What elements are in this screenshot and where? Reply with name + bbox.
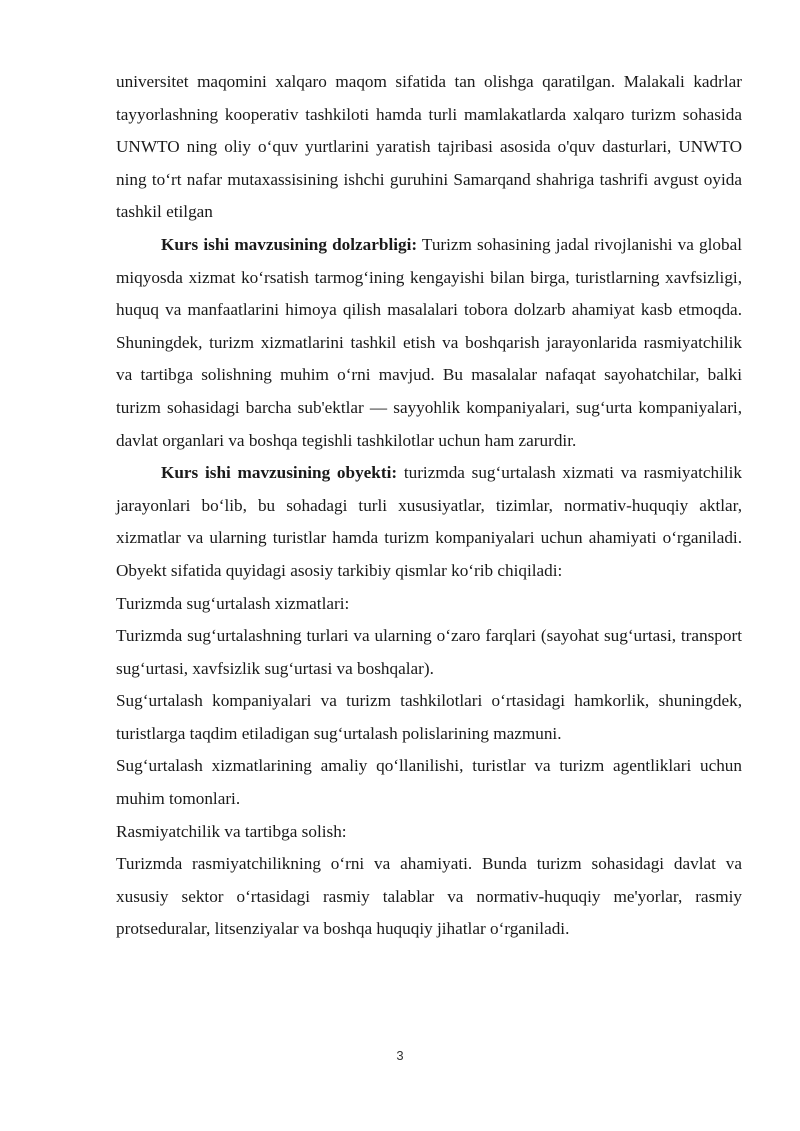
paragraph-formalities-heading [116, 816, 742, 849]
paragraph-text: Turizm sohasining jadal rivojlanishi va global miqyosda xizmat ko‘rsatish tarmog‘ining kengayishi bilan birga, turistlarning xavfsizligi, huquq va manfaatlarini himoya qilish masalalari tobora dolzarb ahamiyat kasb etmoqda. Shuningdek, turizm xizmatlarini tashkil etish va boshqarish jarayonlarida rasmiyatchilik va tartibga solishning muhim o‘rni mavjud. Bu masalalar nafaqat sayohatchilar, balki turizm sohasidagi barcha sub'ektlar — sayyohlik kompaniyalari, sug‘urta kompaniyalari, davlat organlari va boshqa tegishli tashkilotlar uchun ham zarurdir. [116, 234, 743, 450]
paragraph-text: universitet maqomini xalqaro maqom sifatida tan olishga qaratilgan. Malakali kadrlar tayyorlashning kooperativ tashkiloti hamda turli mamlakatlarda xalqaro turizm sohasida UNWTO ning oliy o‘quv yurtlarini yaratish tajribasi asosida o'quv dasturlari, UNWTO ning to‘rt nafar mutaxassisining ishchi guruhini Samarqand shahriga tashrifi avgust oyida tashkil etilgan [116, 72, 742, 222]
paragraph-insurance-application [116, 750, 742, 815]
paragraph-relevance [116, 229, 742, 457]
paragraph-insurance-services-heading [116, 588, 742, 621]
document-page [116, 66, 742, 946]
page-number: 3 [396, 1048, 404, 1063]
paragraph-object [116, 457, 742, 587]
paragraph-intro-continuation [116, 66, 742, 229]
paragraph-text: Sug‘urtalash xizmatlarining amaliy qo‘llanilishi, turistlar va turizm agentliklari uchun muhim tomonlari. [116, 756, 742, 809]
paragraph-text: Turizmda sug‘urtalashning turlari va ularning o‘zaro farqlari (sayohat sug‘urtasi, transport sug‘urtasi, xavfsizlik sug‘urtasi va boshqalar). [116, 626, 742, 678]
paragraph-text: Sug‘urtalash kompaniyalari va turizm tashkilotlari o‘rtasidagi hamkorlik, shuningdek, turistlarga taqdim etiladigan sug‘urtalash polislarining mazmuni. [116, 691, 742, 743]
paragraph-insurance-types [116, 620, 742, 685]
paragraph-insurance-cooperation [116, 685, 742, 750]
paragraph-text: Turizmda rasmiyatchilikning o‘rni va ahamiyati. Bunda turizm sohasidagi davlat va xususiy sektor o‘rtasidagi rasmiy talablar va normativ-huquqiy me'yorlar, rasmiy protseduralar, litsenziyalar va boshqa huquqiy jihatlar o‘rganiladi. [116, 854, 742, 939]
paragraph-text: turizmda sug‘urtalash xizmati va rasmiyatchilik jarayonlari bo‘lib, bu sohadagi turli xususiyatlar, tizimlar, normativ-huquqiy aktlar, xizmatlar va ularning turistlar hamda turizm kompaniyalari uchun ahamiyati o‘rganiladi. Obyekt sifatida quyidagi asosiy tarkibiy qismlar ko‘rib chiqiladi: [116, 463, 742, 580]
paragraph-heading-object: Kurs ishi mavzusining obyekti: [161, 463, 398, 483]
paragraph-formalities-role [116, 848, 742, 946]
paragraph-text: Rasmiyatchilik va tartibga solish: [116, 821, 347, 841]
paragraph-text: Turizmda sug‘urtalash xizmatlari: [116, 593, 350, 613]
paragraph-heading-relevance: Kurs ishi mavzusining dolzarbligi: [161, 234, 418, 254]
